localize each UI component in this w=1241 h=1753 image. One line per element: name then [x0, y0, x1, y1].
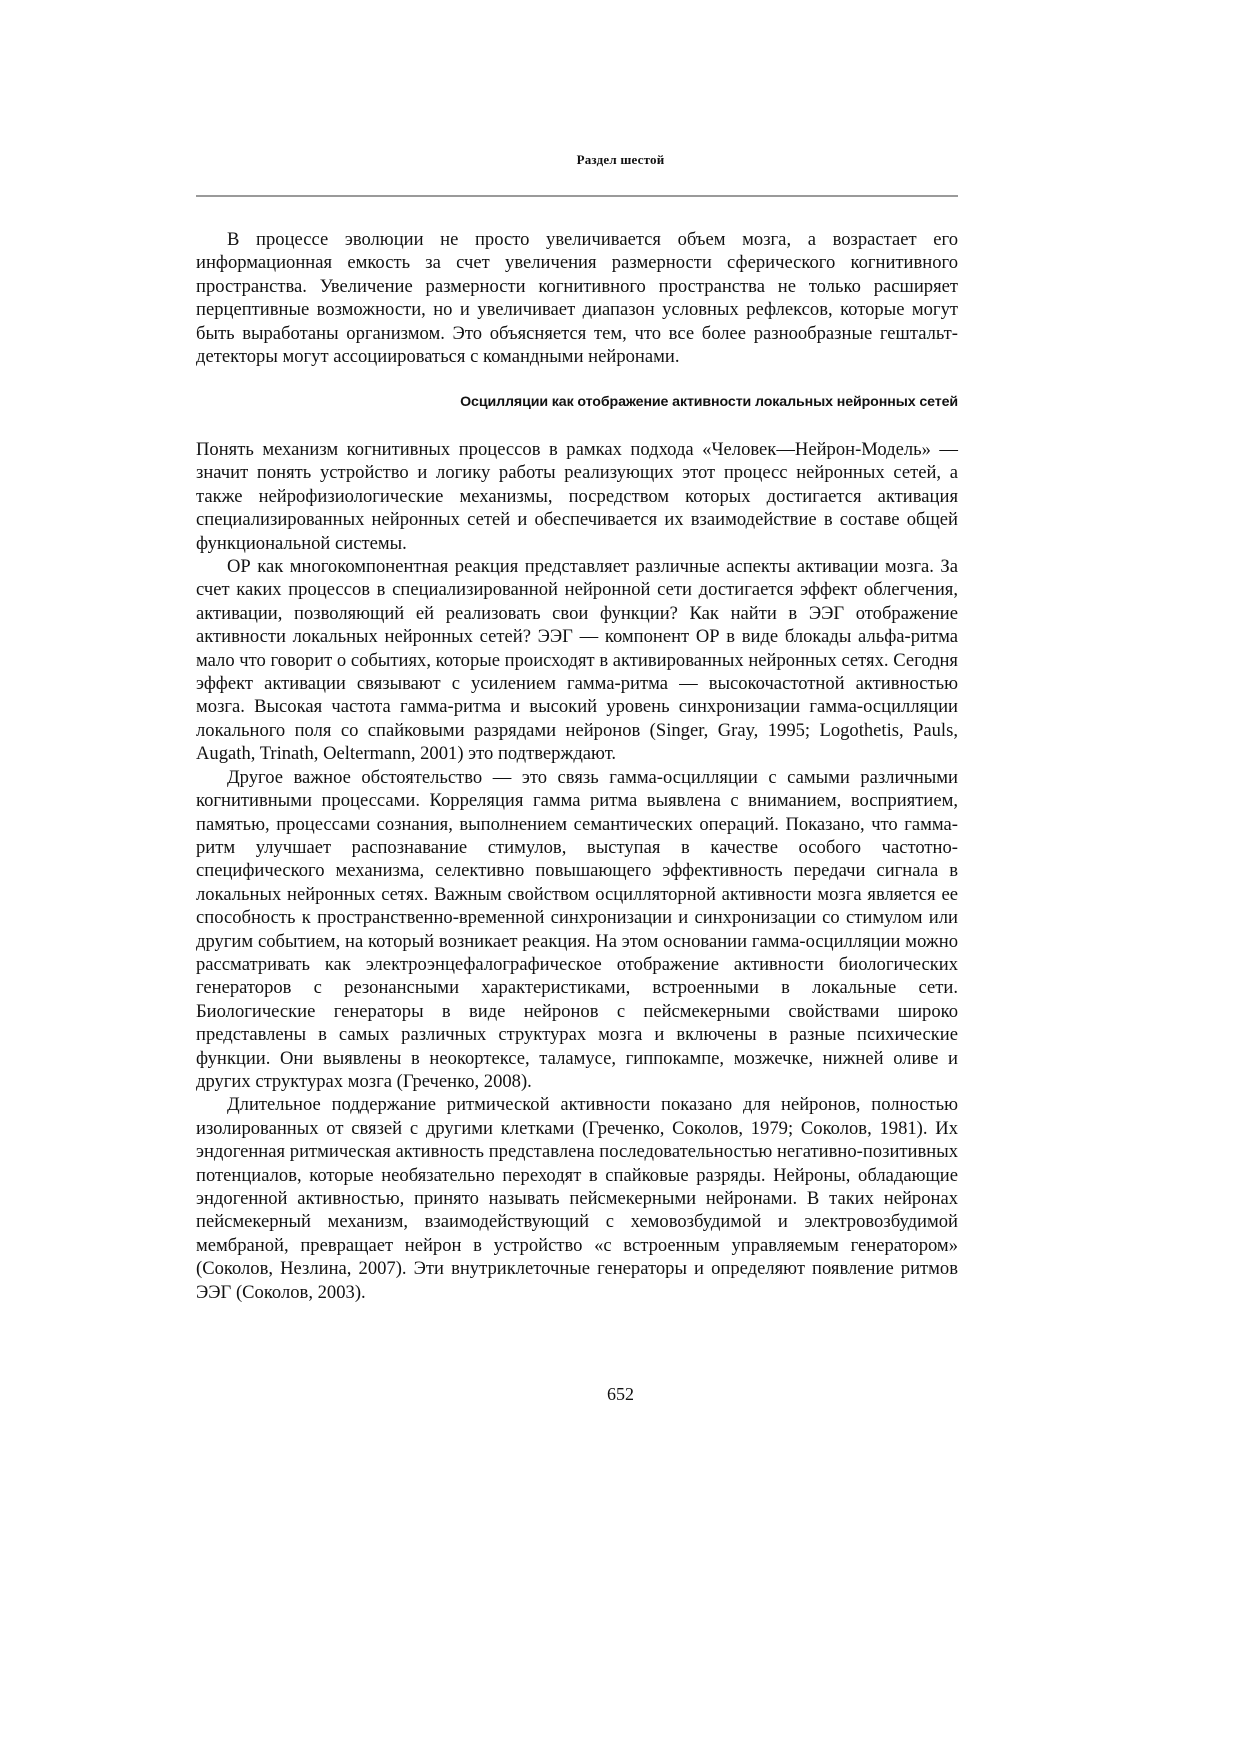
body-paragraph-1: Понять механизм когнитивных процессов в рамках подхода «Человек—Нейрон-Модель» — значит понять устройство и логику работы реализующих этот процесс нейронных сетей, а также нейрофизиологические механизмы, посредством которых достигается активация специализированных нейронных сетей и обеспечивается их взаимодействие в составе общей функциональной системы. [196, 439, 958, 554]
body-paragraph-3: Другое важное обстоятельство — это связь гамма-осцилляции с самыми различными когнитивными процессами. Корреляция гамма ритма выявлена с вниманием, восприятием, памятью, процессами сознания, выполнением семантических операций. Показано, что гамма-ритм улучшает распознавание стимулов, выступая в качестве особого частотно-специфического механизма, селективно повышающего эффективность передачи сигнала в локальных нейронных сетях. Важным свойством осцилляторной активности мозга является ее способность к пространственно-временной синхронизации и синхронизации со стимулом или другим событием, на который возникает реакция. На этом основании гамма-осцилляции можно рассматривать как электроэнцефалографическое отображение активности биологических генераторов с резонансными характеристиками, встроенными в локальные сети. Биологические генераторы в виде нейронов с пейсмекерными свойствами широко представлены в самых различных структурах мозга и включены в разные психические функции. Они выявлены в неокортексе, таламусе, гиппокампе, мозжечке, нижней оливе и других структурах мозга (Греченко, 2008). [196, 766, 958, 1092]
body-paragraph-4: Длительное поддержание ритмической активности показано для нейронов, полностью изолированных от связей с другими клетками (Греченко, Соколов, 1979; Соколов, 1981). Их эндогенная ритмическая активность представлена последовательностью негативно-позитивных потенциалов, которые необязательно переходят в спайковые разряды. Нейроны, обладающие эндогенной активностью, принято называть пейсмекерными нейронами. В таких нейронах пейсмекерный механизм, взаимодействующий с хемовозбудимой и электровозбудимой мембраной, превращает нейрон в устройство «с встроенным управляемым генератором» (Соколов, Незлина, 2007). Эти внутриклеточные генераторы и определяют появление ритмов ЭЭГ (Соколов, 2003). [196, 1094, 958, 1303]
body-paragraph-2: ОР как многокомпонентная реакция представляет различные аспекты активации мозга. За счет каких процессов в специализированной нейронной сети достигается эффект облегчения, активации, позволяющий ей реализовать свои функции? Как найти в ЭЭГ отображение активности локальных нейронных сетей? ЭЭГ — компонент ОР в виде блокады альфа-ритма мало что говорит о событиях, которые происходят в активированных нейронных сетях. Сегодня эффект активации связывают с усилением гамма-ритма — высокочастотной активностью мозга. Высокая частота гамма-ритма и высокий уровень синхронизации гамма-осцилляции локального поля со спайковыми разрядами нейронов (Singer, Gray, 1995; Logothetis, Pauls, Augath, Trinath, Oeltermann, 2001) это подтверждают. [196, 556, 958, 765]
section-body [196, 438, 958, 1304]
section-heading: Осцилляции как отображение активности локальных нейронных сетей [460, 394, 958, 410]
header-rule [196, 195, 958, 197]
intro-paragraph: В процессе эволюции не просто увеличивается объем мозга, а возрастает его информационная емкость за счет увеличения размерности сферического когнитивного пространства. Увеличение размерности когнитивного пространства не только расширяет перцептивные возможности, но и увеличивает диапазон условных рефлексов, которые могут быть выработаны организмом. Это объясняется тем, что все более разнообразные гештальт-детекторы могут ассоциироваться с командными нейронами. [196, 229, 958, 368]
running-head: Раздел шестой [576, 152, 665, 167]
page-number: 652 [607, 1384, 634, 1404]
intro-block [196, 228, 958, 368]
